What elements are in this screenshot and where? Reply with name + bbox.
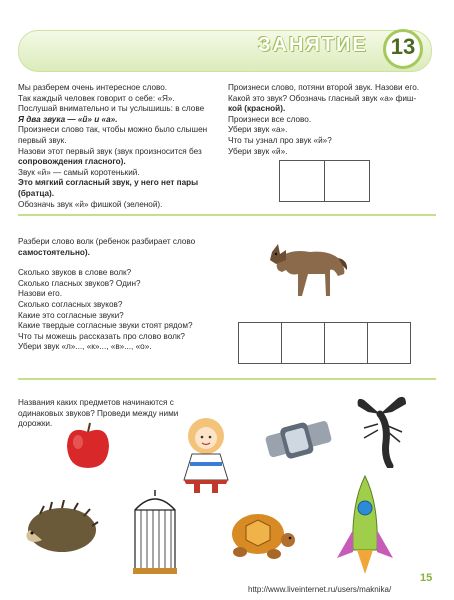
- text-line: самостоятельно).: [18, 247, 90, 257]
- text-line: Какой это звук? Обозначь гласный звук «а» фиш-: [228, 93, 417, 103]
- text-line: Сколько согласных звуков?: [18, 299, 123, 309]
- text-line: Мы разберем очень интересное слово.: [18, 83, 168, 92]
- page-number: 15: [420, 572, 433, 584]
- section-divider: [18, 378, 436, 380]
- text-line: дорожки.: [18, 419, 53, 429]
- text-line: сопровождения гласного).: [18, 157, 126, 167]
- apple-picture: [64, 420, 112, 472]
- rocket-picture: [333, 474, 397, 580]
- text-line: Сколько звуков в слове волк?: [18, 268, 132, 278]
- intro-text-right: [228, 83, 440, 157]
- text-line: Это мягкий согласный звук, у него нет пары: [18, 178, 199, 188]
- sound-scheme-cell-3: [324, 322, 368, 364]
- intro-text-left: [18, 83, 228, 210]
- turtle-picture: [222, 504, 296, 568]
- text-line: Так каждый человек говорит о себе: «Я».: [18, 93, 175, 103]
- section-divider: [18, 214, 436, 216]
- text-line: (братца).: [18, 188, 55, 198]
- text-line: Назови этот первый звук (звук произносится без: [18, 146, 202, 156]
- doll-picture: [170, 414, 242, 496]
- sound-scheme-cell-4: [367, 322, 411, 364]
- text-line: Произнеси все слово.: [228, 114, 312, 124]
- wolf-picture: [268, 230, 348, 302]
- lesson-title: ЗАНЯТИЕ: [258, 34, 368, 56]
- text-line: [18, 237, 248, 248]
- text-line: Произнеси слово так, чтобы можно было слышен: [18, 125, 208, 135]
- text-line: Названия каких предметов начинаются с: [18, 398, 174, 407]
- text-line: Послушай внимательно и ты услышишь: в слове: [18, 104, 205, 114]
- footer-url: http://www.liveinternet.ru/users/maknika/: [248, 585, 392, 594]
- text-line: Убери звук «л»..., «к»..., «в»..., «о».: [18, 342, 152, 352]
- lesson-number: 13: [390, 34, 416, 59]
- text-line: одинаковых звуков? Проведи между ними: [18, 408, 179, 418]
- text-line: Я два звука — «й» и «а».: [18, 114, 118, 124]
- sound-scheme-cell-2: [324, 160, 370, 202]
- hedgehog-picture: [20, 500, 100, 558]
- text-line: кой (красной).: [228, 104, 286, 114]
- wolf-task-text: [18, 237, 248, 353]
- text-line: Что ты можешь рассказать про слово волк?: [18, 331, 185, 341]
- text-line: Звук «й» — самый коротенький.: [18, 167, 140, 177]
- lesson-header-banner: [18, 30, 432, 72]
- text-line: первый звук.: [18, 135, 67, 145]
- sound-scheme-cell-1: [238, 322, 282, 364]
- wristwatch-picture: [265, 414, 333, 468]
- text-line: Назови его.: [18, 289, 62, 299]
- text-line: Сколько гласных звуков? Один?: [18, 278, 141, 288]
- sound-scheme-cell-2: [281, 322, 325, 364]
- text-line: Какие это согласные звуки?: [18, 310, 124, 320]
- text-line: Произнеси слово, потяни второй звук. Назови его.: [228, 83, 420, 92]
- text-line: Какие твердые согласные звуки стоят рядом?: [18, 321, 193, 331]
- text-line: [18, 258, 248, 268]
- text-line: Обозначь звук «й» фишкой (зеленой).: [18, 199, 163, 209]
- birdcage-picture: [130, 488, 180, 578]
- crayfish-picture: [350, 394, 412, 468]
- sound-scheme-cell-1: [279, 160, 325, 202]
- text-line: Разбери слово волк (ребенок разбирает слово: [18, 237, 196, 246]
- text-line: Убери звук «а».: [228, 125, 288, 135]
- text-line: Что ты узнал про звук «й»?: [228, 135, 332, 145]
- text-line: Убери звук «й».: [228, 146, 288, 156]
